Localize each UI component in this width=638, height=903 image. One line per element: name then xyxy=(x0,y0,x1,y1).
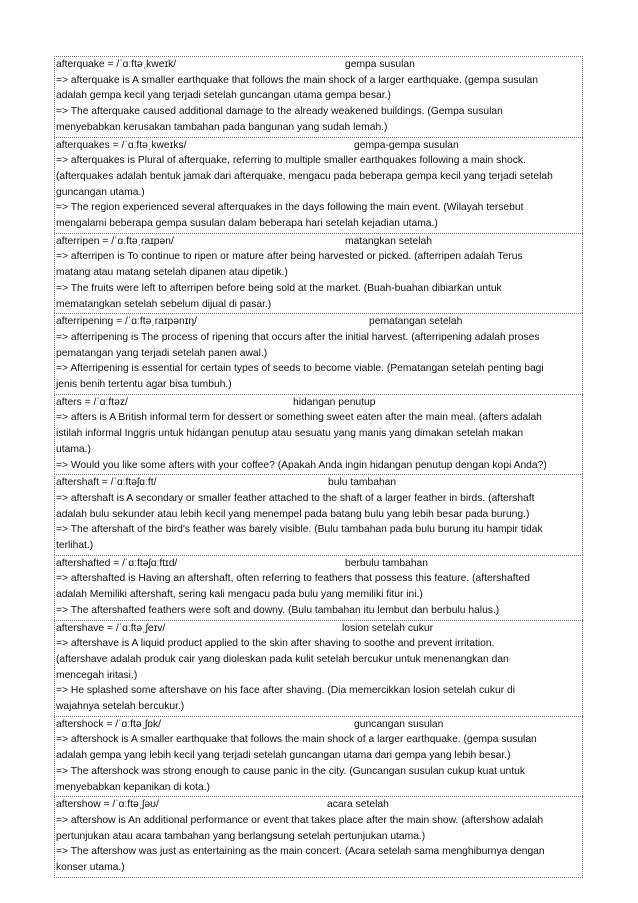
entry-text-line: jenis benih tertentu agar bisa tumbuh.) xyxy=(56,379,232,390)
entry-translation: berbulu tambahan xyxy=(345,557,429,569)
entry-translation: gempa-gempa susulan xyxy=(354,139,459,151)
entry-text-line: matang atau matang setelah dipanen atau dipetik.) xyxy=(56,267,288,279)
entry-term-pronunciation: aftershow = /ˈɑːftəˌʃəʊ/ xyxy=(56,799,159,811)
entry-text-line: => He splashed some aftershave on his face after shaving. (Dia memercikkan losion setelah cukur di xyxy=(56,685,516,697)
entry-translation: guncangan susulan xyxy=(354,718,444,730)
entry-translation: losion setelah cukur xyxy=(342,622,434,634)
entry-term-pronunciation: afterquake = /ˈɑːftəˌkweɪk/ xyxy=(56,59,177,70)
entry-text-line: menyebabkan kerusakan tambahan pada bangunan yang sudah lemah.) xyxy=(56,121,388,133)
entry-text-line: => afterripening is The process of ripening that occurs after the initial harvest. (afterripening adalah proses xyxy=(56,331,540,343)
entry-term-pronunciation: aftershafted = /ˈɑːftəʃɑːftɪd/ xyxy=(56,557,178,569)
entry-headword-line xyxy=(56,395,582,411)
entry-text-line: => afterripen is To continue to ripen or mature after being harvested or picked. (afterripen adalah Terus xyxy=(56,251,523,263)
entry-headword-line xyxy=(56,475,582,491)
entry-term-pronunciation: aftershaft = /ˈɑːftəʃɑːft/ xyxy=(56,477,157,489)
entry-text-line: konser utama.) xyxy=(56,862,125,873)
entry-text-line: => aftershave is A liquid product applied to the skin after shaving to soothe and prevent irritation. xyxy=(56,638,495,650)
dictionary-entry xyxy=(54,233,583,314)
entry-text-line: menyebabkan kepanikan di kota.) xyxy=(56,781,210,793)
entry-text-line: => Afterripening is essential for certain types of seeds to become viable. (Pematangan setelah penting bagi xyxy=(56,363,544,375)
entry-text-line: pematangan yang terjadi setelah panen awal.) xyxy=(56,347,268,359)
dictionary-entry xyxy=(54,474,583,555)
entry-text-line: => afterquakes is Plural of afterquake, referring to multiple smaller earthquakes following a main shock. xyxy=(56,155,526,167)
entry-text-line: adalah gempa kecil yang terjadi setelah guncangan utama gempa besar.) xyxy=(56,90,391,102)
entry-text-line: mematangkan setelah sebelum dijual di pasar.) xyxy=(56,298,272,310)
entry-headword-line xyxy=(56,556,582,572)
entry-headword-line xyxy=(56,138,582,154)
entry-term-pronunciation: aftershave = /ˈɑːftəˌʃeɪv/ xyxy=(56,622,166,634)
entry-text-line: (aftershave adalah produk cair yang dioleskan pada kulit setelah bercukur untuk menenangkan dan xyxy=(56,653,509,665)
entry-text-line: => afterquake is A smaller earthquake that follows the main shock of a larger earthquake. (gempa susulan xyxy=(56,74,538,86)
entry-text-line: => afters is A British informal term for dessert or something sweet eaten after the main meal. (afters adalah xyxy=(56,412,542,424)
entry-translation: gempa susulan xyxy=(345,59,415,70)
entry-translation: pematangan setelah xyxy=(369,316,463,328)
entry-translation: matangkan setelah xyxy=(345,235,433,247)
entry-text-line: adalah gempa yang lebih kecil yang terjadi setelah guncangan utama dari gempa yang lebih besar.) xyxy=(56,750,511,762)
entry-term-pronunciation: aftershock = /ˈɑːftəˌʃɒk/ xyxy=(56,718,162,730)
entry-text-line: => The region experienced several afterquakes in the days following the main event. (Wilayah tersebut xyxy=(56,202,524,214)
entry-text-line: mengalami beberapa gempa susulan dalam beberapa hari setelah kejadian utama.) xyxy=(56,218,438,229)
dictionary-entry xyxy=(54,56,583,137)
entry-text-line: => The aftershow was just as entertaining as the main concert. (Acara setelah sama menghiburnya dengan xyxy=(56,846,545,858)
entry-translation: hidangan penutup xyxy=(293,396,376,408)
dictionary-entry xyxy=(54,716,583,797)
dictionary-entry xyxy=(54,796,583,878)
entry-text-line: => The aftershock was strong enough to cause panic in the city. (Guncangan susulan cukup kuat untuk xyxy=(56,765,525,777)
entry-text-line: guncangan utama.) xyxy=(56,186,145,198)
entry-text-line: => aftershock is A smaller earthquake that follows the main shock of a larger earthquake. (gempa susulan xyxy=(56,734,537,746)
entry-text-line: mencegah iritasi.) xyxy=(56,669,138,681)
entry-text-line: (afterquakes adalah bentuk jamak dari afterquake, mengacu pada beberapa gempa kecil yang terjadi setelah xyxy=(56,170,553,182)
entry-headword-line xyxy=(56,57,582,73)
entry-headword-line xyxy=(56,234,582,250)
entry-text-line: => Would you like some afters with your coffee? (Apakah Anda ingin hidangan penutup dengan kopi Anda?) xyxy=(56,459,547,471)
entry-term-pronunciation: afterripen = /ˈɑːftəˌraɪpən/ xyxy=(56,235,174,247)
entry-headword-line xyxy=(56,314,582,330)
entry-headword-line xyxy=(56,717,582,733)
entry-text-line: adalah bulu sekunder atau lebih kecil yang menempel pada batang bulu yang lebih besar pada burung.) xyxy=(56,508,530,520)
dictionary-entry xyxy=(54,394,583,475)
entry-text-line: => aftershaft is A secondary or smaller feather attached to the shaft of a larger feather in birds. (aftershaft xyxy=(56,492,535,504)
entry-text-line: => aftershow is An additional performance or event that takes place after the main show. (aftershow adalah xyxy=(56,814,544,826)
entry-headword-line xyxy=(56,621,582,637)
entry-text-line: => The aftershaft of the bird's feather was barely visible. (Bulu tambahan pada bulu burung itu hampir tidak xyxy=(56,524,543,536)
entry-text-line: => The afterquake caused additional damage to the already weakened buildings. (Gempa susulan xyxy=(56,106,503,118)
dictionary-entry xyxy=(54,555,583,620)
entry-term-pronunciation: afterripening = /ˈɑːftəˌraɪpənɪŋ/ xyxy=(56,316,197,328)
entry-translation: acara setelah xyxy=(327,799,389,811)
entry-headword-line xyxy=(56,797,582,813)
entry-text-line: => aftershafted is Having an aftershaft, often referring to feathers that possess this feature. (aftershafted xyxy=(56,573,530,585)
entry-text-line: => The aftershafted feathers were soft and downy. (Bulu tambahan itu lembut dan berbulu halus.) xyxy=(56,604,500,616)
entry-text-line: utama.) xyxy=(56,443,91,455)
dictionary-entry xyxy=(54,620,583,716)
entry-text-line: wajahnya setelah bercukur.) xyxy=(56,701,185,712)
entry-text-line: pertunjukan atau acara tambahan yang berlangsung setelah pertunjukan utama.) xyxy=(56,830,426,842)
entry-translation: bulu tambahan xyxy=(328,477,397,489)
dictionary-entry xyxy=(54,137,583,233)
entry-text-line: => The fruits were left to afterripen before being sold at the market. (Buah-buahan dibiarkan untuk xyxy=(56,282,502,294)
vocabulary-document xyxy=(54,56,583,878)
entry-text-line: adalah Memiliki aftershaft, sering kali mengacu pada bulu yang memiliki fitur ini.) xyxy=(56,589,423,601)
entry-text-line: terlihat.) xyxy=(56,540,94,551)
dictionary-entry xyxy=(54,313,583,394)
entry-term-pronunciation: afters = /ˈɑːftəz/ xyxy=(56,396,128,408)
entry-text-line: istilah informal Inggris untuk hidangan penutup atau sesuatu yang manis yang dimakan setelah makan xyxy=(56,428,524,440)
entry-term-pronunciation: afterquakes = /ˈɑːftəˌkweɪks/ xyxy=(56,139,187,151)
